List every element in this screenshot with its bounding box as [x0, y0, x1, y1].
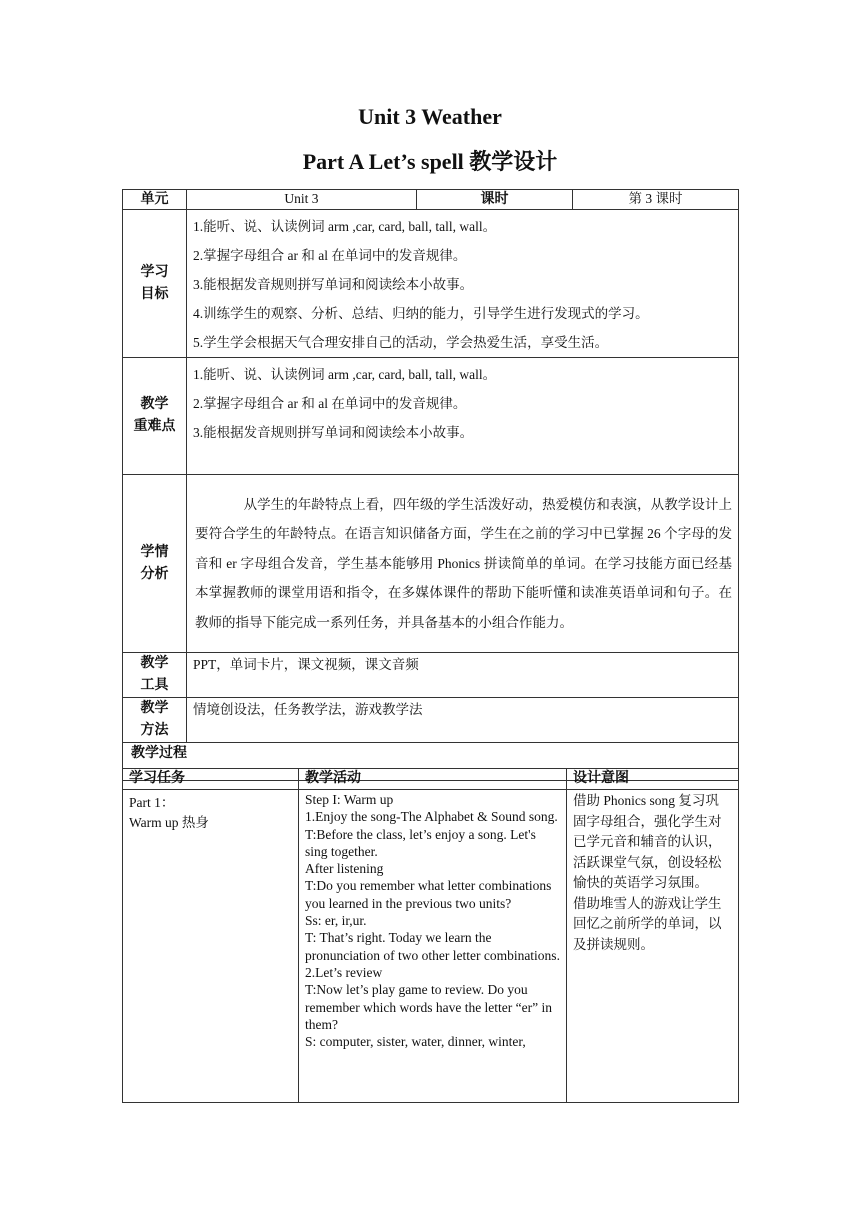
- activity-line: T:Now let’s play game to review. Do you remember which words have the letter “er” in them?: [305, 982, 553, 1032]
- unit-value: Unit 3: [187, 190, 417, 210]
- process-label: 教学过程: [123, 743, 739, 781]
- analysis-row: [123, 475, 739, 653]
- objectives-label: 学习 目标: [123, 210, 187, 358]
- key-point-item: 3.能根据发音规则拼写单词和阅读绘本小故事。: [193, 425, 474, 440]
- activity-line: S: computer, sister, water, dinner, winter,: [305, 1034, 526, 1050]
- activity-line: Ss: er, ir,ur.: [305, 913, 367, 929]
- activity-line: Step I: Warm up: [305, 792, 394, 807]
- methods-text: 情境创设法，任务教学法，游戏教学法: [187, 698, 739, 743]
- task-line: Warm up 热身: [129, 815, 209, 830]
- analysis-label: 学情 分析: [123, 475, 187, 653]
- task-header: 学习任务: [123, 769, 299, 790]
- tools-row: [123, 653, 739, 698]
- activity-line: 2.Let’s review: [305, 964, 383, 980]
- key-points-content: [187, 358, 739, 475]
- intent-line: 借助堆雪人的游戏让学生回忆之前所学的单词，以及拼读规则。: [573, 895, 722, 952]
- objective-item: 1.能听、说、认读例词 arm ,car, card, ball, tall, wall。: [193, 219, 497, 234]
- unit-row: [123, 190, 739, 210]
- key-point-item: 1.能听、说、认读例词 arm ,car, card, ball, tall, wall。: [193, 367, 497, 382]
- analysis-text: 从学生的年龄特点上看，四年级的学生活泼好动，热爱模仿和表演，从教学设计上要符合学生的年龄特点。在语言知识储备方面，学生在之前的学习中已掌握 26 个字母的发音和 er 字母组合发音，学生基本能够用 Phonics 拼读简单的单词。在学习技能方面已经基本掌握教师的课堂用语和指令，在多媒体课件的帮助下能听懂和读准英语单词和句子。在教师的指导下能完成一系列任务，并具备基本的小组合作能力。: [187, 475, 739, 653]
- activity-header: 教学活动: [299, 769, 567, 790]
- tools-label: 教学 工具: [123, 653, 187, 698]
- activity-line: 1.Enjoy the song-The Alphabet & Sound song.: [305, 809, 558, 825]
- objectives-row: [123, 210, 739, 358]
- key-points-row: [123, 358, 739, 475]
- unit-label: 单元: [123, 190, 187, 210]
- document-subtitle: Part A Let’s spell 教学设计: [302, 149, 558, 174]
- objective-item: 4.训练学生的观察、分析、总结、归纳的能力，引导学生进行发现式的学习。: [193, 306, 649, 321]
- part1-row: [123, 790, 739, 1103]
- objective-item: 5.学生学会根据天气合理安排自己的活动，学会热爱生活，享受生活。: [193, 335, 609, 350]
- activity-line: T: That’s right. Today we learn the pronunciation of two other letter combinations.: [305, 930, 560, 963]
- part1-activity: [299, 790, 567, 1103]
- tools-text: PPT，单词卡片，课文视频，课文音频: [187, 653, 739, 698]
- part1-task: [123, 790, 299, 1103]
- document-title: Unit 3 Weather: [358, 104, 502, 129]
- activity-line: T:Do you remember what letter combinations you learned in the previous two units?: [305, 878, 552, 911]
- process-table: [122, 768, 739, 1103]
- key-point-item: 2.掌握字母组合 ar 和 al 在单词中的发音规律。: [193, 396, 467, 411]
- objective-item: 2.掌握字母组合 ar 和 al 在单词中的发音规律。: [193, 248, 467, 263]
- lesson-label: 课时: [417, 190, 573, 210]
- lesson-info-table: [122, 189, 739, 781]
- key-points-label: 教学 重难点: [123, 358, 187, 475]
- activity-line: T:Before the class, let’s enjoy a song. Let's sing together.: [305, 826, 536, 859]
- methods-row: [123, 698, 739, 743]
- process-header-row: [123, 769, 739, 790]
- task-line: Part 1：: [129, 795, 175, 810]
- intent-line: 借助 Phonics song 复习巩固字母组合，强化学生对已学元音和辅音的认识，活跃课堂气氛，创设轻松愉快的英语学习氛围。: [573, 793, 722, 890]
- activity-line: After listening: [305, 861, 384, 877]
- objective-item: 3.能根据发音规则拼写单词和阅读绘本小故事。: [193, 277, 474, 292]
- methods-label: 教学 方法: [123, 698, 187, 743]
- lesson-value: 第 3 课时: [573, 190, 739, 210]
- intent-header: 设计意图: [567, 769, 739, 790]
- part1-intent: [567, 790, 739, 1103]
- objectives-content: [187, 210, 739, 358]
